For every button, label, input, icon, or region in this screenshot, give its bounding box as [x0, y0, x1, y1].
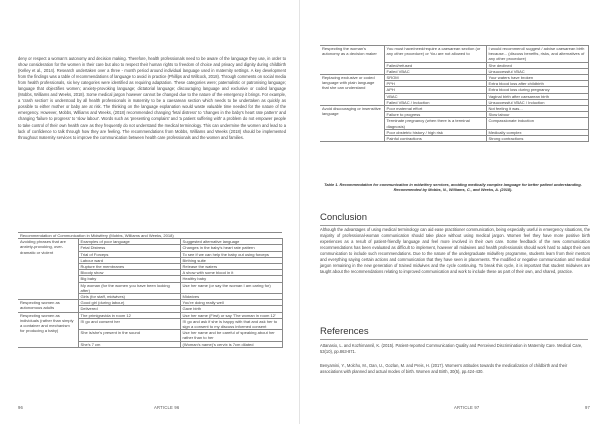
alternative-language-cell: Extra blood loss during pregnancy [486, 87, 588, 93]
poor-language-cell: You must have/need/require a caesarean section (or any other procedure) or You are not allowed to [384, 46, 486, 63]
poor-language-cell: Trial of Forceps [78, 251, 180, 257]
poor-language-cell: Girls (for staff, midwives) [78, 294, 180, 300]
category-cell: Avoid discouraging or insensitive language [320, 106, 384, 142]
left-body-paragraph: deny or respect a woman's autonomy and decision making. Therefore, health professionals need to be aware of the language they use, in order to show consideration for the women in their care but also to respect their human rights to freedom of choice and privacy and dignity during childbirth (Kelley et al., 2014). Research undertaken over a three - month period around individual language used in maternity settings. A key development from the findings was a table of recommendations of language to avoid in practice (Phillips and Willcock, 2018). Through comments on social media from health professionals, six key categories were identified as requiring adaptation. These categories were; paternalistic or patronising language; language that objectifies women; anxiety-provoking language; dictatorial language; discouraging language and exclusive or coded language (Mobbs, Williams and Weeks, 2018). Some medical jargon however cannot be changed due to the nature of the emergency it brings. For example, a 'crash section' is understood by all health professionals in maternity to be a caesarean section which needs to be undertaken as quickly as possible to either mother or baby are at risk. The thinking on the language explanation would waste valuable time needed for the nature of the emergency. However, Mobbs, Williams and Weeks, (2018) recommended changing 'fetal distress' to 'changes in the baby's heart rate pattern' and changing 'failure to progress' to 'slow labour'. Words such as 'presenting complaint' and 'a patient suffering with' a problem do not empower people to take control of their own health care as they frequently do not understand the medical terminology. This can undermine the women and lead to a lack of confidence to talk through how they are feeling. The recommendations from Mobbs, Williams and Weeks (2018) should be implemented throughout maternity services to improve the communication between health care professionals and the women and families. [18, 56, 286, 140]
references-rule [320, 339, 588, 340]
conclusion-paragraph: Although the advantages of using medical terminology can aid ease practitioner communication, being especially useful in emergency situations, the majority of professional-woman communication should take place without using medical jargon. Women feel they have more positive birth experiences as a result of patient-friendly language and feel more involved in their own care. Some feedback of the new communication recommendations has been evaluated as difficult to implement, however all midwives and health professionals should work hard to adapt their own communication to include such recommendations. Due to the nature of the undergraduate midwifery programme, students learn from their mentors and everything saying certain actions and communication that they have seen in placements. The modified or negative communication and medical jargon remaining in the new generation of trained midwives and the cycle continuing. To break this cycle, it is important that student midwives are taught about the recommendations relating to improved communication and work to include these as part of their own, and shared, practice. [320, 227, 590, 275]
right-footer-mark: ARTICLE 97 [454, 405, 480, 410]
recommendation-table-part-2 [320, 45, 589, 142]
poor-language-cell: Painful contractions [384, 136, 486, 142]
alternative-language-cell: Use her name (First) or say 'The woman in room 12' [180, 312, 282, 318]
left-page-number: 96 [18, 405, 24, 410]
poor-language-cell: Terminate pregnancy (when there is a terminal diagnosis) [384, 118, 486, 129]
alternative-language-cell: Unsuccessful VBAC [486, 68, 588, 74]
right-page-number: 97 [585, 405, 591, 410]
poor-language-cell: She is/she's present in the sound [78, 330, 180, 341]
poor-language-cell: Bloody show [78, 270, 180, 276]
alternative-language-cell: You're doing really well [180, 300, 282, 306]
alternative-language-cell: Suggested alternative language [180, 239, 282, 245]
poor-language-cell: Fetal Distress [78, 245, 180, 251]
alternative-language-cell: Gave birth [180, 306, 282, 312]
alternative-language-cell: Unsuccessful VBAC / Induction [486, 99, 588, 105]
poor-language-cell: Failure to progress [384, 112, 486, 118]
poor-language-cell: Examples of poor language [78, 239, 180, 245]
alternative-language-cell: (Woman's name)'s cervix is 7cm dilated [180, 341, 282, 347]
alternative-language-cell: Extra blood loss after childbirth [486, 81, 588, 87]
table-row [320, 46, 588, 63]
category-cell: Respecting women as autonomous adults [18, 300, 78, 312]
alternative-language-cell: Compassionate induction [486, 118, 588, 129]
poor-language-cell: The primigravida in room 12 [78, 312, 180, 318]
poor-language-cell: Failed VBAC / Induction [384, 99, 486, 105]
alternative-language-cell: Medically complex [486, 129, 588, 135]
poor-language-cell: Delivered [78, 306, 180, 312]
conclusion-rule [320, 225, 588, 226]
category-cell: Replacing exclusive or coded language with plain language that she can understand [320, 75, 384, 106]
poor-language-cell: Big baby [78, 276, 180, 282]
alternative-language-cell: Healthy baby [180, 276, 282, 282]
poor-language-cell: Poor obstetric history / high risk [384, 129, 486, 135]
category-cell: Avoiding phrases that are anxiety-provoking, over-dramatic or violent [18, 239, 78, 300]
alternative-language-cell: Use her name and be careful of speaking about her rather than to her [180, 330, 282, 341]
poor-language-cell: VBAC [384, 93, 486, 99]
alternative-language-cell: Strong contractions [486, 136, 588, 142]
conclusion-heading: Conclusion [320, 212, 367, 223]
alternative-language-cell: Changes in the baby's heart rate pattern [180, 245, 282, 251]
poor-language-cell: APH [384, 87, 486, 93]
poor-language-cell: I'll go and consent her [78, 318, 180, 329]
right-page [300, 0, 600, 424]
recommendation-table-part-1 [18, 232, 283, 348]
alternative-language-cell: A show with some blood in it [180, 270, 282, 276]
poor-language-cell: Poor maternal effort [384, 106, 486, 112]
poor-language-cell: She's 7 cm [78, 341, 180, 347]
alternative-language-cell: Use her name (or say the woman I am caring for) [180, 282, 282, 293]
left-footer-mark: ARTICLE 96 [154, 405, 180, 410]
table-heading: Recommendation of Communication in Midwifery (Mobbs, Williams and Weeks, 2018) [18, 233, 282, 239]
poor-language-cell: Labour ward [78, 257, 180, 263]
poor-language-cell: PPH [384, 81, 486, 87]
poor-language-cell: Rupture the membranes [78, 264, 180, 270]
reference-item: Attanasio, L. and Kozhimannil, K. (2015). Patient-reported Communication Quality and Perceived Discrimination in Maternity Care. Medical Care, 53(10), pp.863-871. [320, 343, 583, 354]
poor-language-cell: My woman (for the women you have been looking after) [78, 282, 180, 293]
reference-item: Benyamini, Y., Molcho, M., Dan, U., Gozlan, M. and Preis, H. (2017). Women's attitudes towards the medicalization of childbirth and their associations with planned and actual modes of birth. Women and Birth, 30(5), pp.424-430. [320, 363, 568, 374]
category-cell: Respecting the woman's autonomy as a decision maker [320, 46, 384, 75]
poor-language-cell: Failed/refused [384, 62, 486, 68]
alternative-language-cell: I'll go and ask if she is happy with that and ask her to sign a consent to my discuss informed consent [180, 318, 282, 329]
alternative-language-cell: Release the waters [180, 264, 282, 270]
alternative-language-cell: Midwives [180, 294, 282, 300]
poor-language-cell: Failed VBAC [384, 68, 486, 74]
alternative-language-cell: I would recommend/ suggest / advise caesarean birth because... (discuss benefits, risks, and alternatives of any other procedure) [486, 46, 588, 63]
poor-language-cell: Good girl (during labour) [78, 300, 180, 306]
alternative-language-cell: Slow labour [486, 112, 588, 118]
alternative-language-cell: To see if we can help the baby out using forceps [180, 251, 282, 257]
poor-language-cell: SROM [384, 75, 486, 81]
alternative-language-cell: Vaginal birth after caesarean birth [486, 93, 588, 99]
alternative-language-cell: Not feeling it was... [486, 106, 588, 112]
category-cell: Respecting women as individuals (rather than simply a container and mechanism for producing a baby) [18, 312, 78, 347]
alternative-language-cell: Birthing suite [180, 257, 282, 263]
alternative-language-cell: Your waters have broken [486, 75, 588, 81]
table-caption: Table 1. Recommendation for communication in midwifery services, avoiding medically complex language for better patient understanding. Recommended by Mobbs, N., Williams, C., and Weeks, A. (2018). [324, 182, 582, 193]
references-heading: References [320, 326, 369, 337]
alternative-language-cell: She declined [486, 62, 588, 68]
